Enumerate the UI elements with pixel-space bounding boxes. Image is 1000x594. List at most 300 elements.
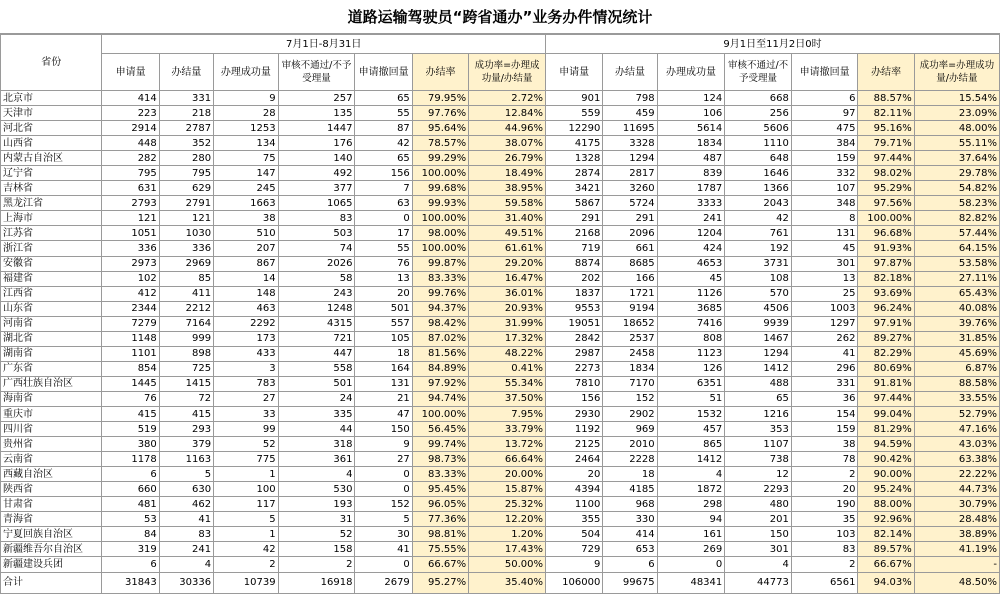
value-cell: 3328 — [603, 136, 657, 151]
value-cell: 223 — [102, 106, 159, 121]
rate-cell: 31.40% — [469, 211, 546, 226]
value-cell: 5 — [214, 512, 279, 527]
table-row — [1, 497, 1000, 512]
value-cell: 519 — [102, 422, 159, 437]
value-cell: 7416 — [657, 316, 725, 331]
col-completion-rate: 办结率 — [412, 54, 468, 91]
value-cell: 193 — [278, 497, 355, 512]
value-cell: 1163 — [159, 452, 213, 467]
rate-cell: 57.44% — [914, 226, 999, 241]
rate-cell: 91.93% — [858, 241, 914, 256]
value-cell: 218 — [159, 106, 213, 121]
value-cell: 11695 — [603, 121, 657, 136]
rate-cell: 15.54% — [914, 91, 999, 106]
province-cell: 青海省 — [1, 512, 102, 527]
value-cell: 660 — [102, 482, 159, 497]
value-cell: 2212 — [159, 301, 213, 316]
province-cell: 河南省 — [1, 316, 102, 331]
value-cell: 10739 — [214, 572, 279, 593]
table-row — [1, 286, 1000, 301]
value-cell: 5606 — [725, 121, 792, 136]
value-cell: 738 — [725, 452, 792, 467]
value-cell: 335 — [278, 406, 355, 421]
value-cell: 2043 — [725, 196, 792, 211]
rate-cell: 23.09% — [914, 106, 999, 121]
rate-cell: 48.50% — [914, 572, 999, 593]
value-cell: 156 — [355, 166, 412, 181]
value-cell: 35 — [791, 512, 858, 527]
value-cell: 8874 — [546, 256, 603, 271]
value-cell: 2293 — [725, 482, 792, 497]
rate-cell: 90.42% — [858, 452, 914, 467]
value-cell: 2914 — [102, 121, 159, 136]
value-cell: 999 — [159, 331, 213, 346]
province-cell: 甘肃省 — [1, 497, 102, 512]
value-cell: 1415 — [159, 376, 213, 391]
value-cell: 5 — [355, 512, 412, 527]
value-cell: 150 — [725, 527, 792, 542]
value-cell: 653 — [603, 542, 657, 557]
col-withdrawn: 申请撤回量 — [355, 54, 412, 91]
value-cell: 2228 — [603, 452, 657, 467]
value-cell: 1663 — [214, 196, 279, 211]
value-cell: 4 — [725, 557, 792, 572]
value-cell: 2458 — [603, 346, 657, 361]
value-cell: 719 — [546, 241, 603, 256]
value-cell: 55 — [355, 106, 412, 121]
rate-cell: 36.01% — [469, 286, 546, 301]
rate-cell: 53.58% — [914, 256, 999, 271]
value-cell: 2 — [791, 557, 858, 572]
province-cell: 辽宁省 — [1, 166, 102, 181]
value-cell: 140 — [278, 151, 355, 166]
value-cell: 1532 — [657, 406, 725, 421]
value-cell: 4 — [657, 467, 725, 482]
province-cell: 宁夏回族自治区 — [1, 527, 102, 542]
table-row — [1, 151, 1000, 166]
value-cell: 433 — [214, 346, 279, 361]
value-cell: 1297 — [791, 316, 858, 331]
value-cell: 0 — [355, 482, 412, 497]
value-cell: 795 — [102, 166, 159, 181]
value-cell: 76 — [102, 391, 159, 406]
value-cell: 257 — [278, 91, 355, 106]
rate-cell: 59.58% — [469, 196, 546, 211]
value-cell: 487 — [657, 151, 725, 166]
value-cell: 459 — [603, 106, 657, 121]
value-cell: 415 — [102, 406, 159, 421]
value-cell: 631 — [102, 181, 159, 196]
rate-cell: 100.00% — [412, 406, 468, 421]
value-cell: 462 — [159, 497, 213, 512]
value-cell: 156 — [546, 391, 603, 406]
value-cell: 1051 — [102, 226, 159, 241]
province-cell: 上海市 — [1, 211, 102, 226]
table-row — [1, 542, 1000, 557]
province-cell: 北京市 — [1, 91, 102, 106]
table-row — [1, 301, 1000, 316]
rate-cell: 22.22% — [914, 467, 999, 482]
rate-cell: 29.20% — [469, 256, 546, 271]
value-cell: 159 — [791, 422, 858, 437]
value-cell: 241 — [657, 211, 725, 226]
rate-cell: 99.29% — [412, 151, 468, 166]
value-cell: 2791 — [159, 196, 213, 211]
province-cell: 海南省 — [1, 391, 102, 406]
value-cell: 42 — [355, 136, 412, 151]
table-row — [1, 346, 1000, 361]
rate-cell: 83.33% — [412, 271, 468, 286]
rate-cell: 50.00% — [469, 557, 546, 572]
value-cell: 148 — [214, 286, 279, 301]
rate-cell: 17.32% — [469, 331, 546, 346]
value-cell: 4185 — [603, 482, 657, 497]
value-cell: 5614 — [657, 121, 725, 136]
value-cell: 28 — [214, 106, 279, 121]
col-completed: 办结量 — [159, 54, 213, 91]
value-cell: 85 — [159, 271, 213, 286]
value-cell: 55 — [355, 241, 412, 256]
rate-cell: 97.76% — [412, 106, 468, 121]
rate-cell: 96.68% — [858, 226, 914, 241]
value-cell: 63 — [355, 196, 412, 211]
col-rejected: 审核不通过/不予受理量 — [278, 54, 355, 91]
rate-cell: 55.11% — [914, 136, 999, 151]
value-cell: 176 — [278, 136, 355, 151]
value-cell: 19051 — [546, 316, 603, 331]
value-cell: 330 — [603, 512, 657, 527]
value-cell: 411 — [159, 286, 213, 301]
table-row — [1, 331, 1000, 346]
rate-cell: 95.27% — [412, 572, 468, 593]
value-cell: 9 — [546, 557, 603, 572]
value-cell: 25 — [791, 286, 858, 301]
table-row — [1, 557, 1000, 572]
value-cell: 1294 — [725, 346, 792, 361]
rate-cell: 41.19% — [914, 542, 999, 557]
value-cell: 207 — [214, 241, 279, 256]
value-cell: 414 — [603, 527, 657, 542]
value-cell: 124 — [657, 91, 725, 106]
rate-cell: 100.00% — [858, 211, 914, 226]
table-row — [1, 316, 1000, 331]
value-cell: 2 — [791, 467, 858, 482]
rate-cell: 38.89% — [914, 527, 999, 542]
value-cell: 839 — [657, 166, 725, 181]
rate-cell: 81.56% — [412, 346, 468, 361]
value-cell: 447 — [278, 346, 355, 361]
value-cell: 384 — [791, 136, 858, 151]
rate-cell: 82.11% — [858, 106, 914, 121]
value-cell: 1787 — [657, 181, 725, 196]
rate-cell: 37.64% — [914, 151, 999, 166]
value-cell: 901 — [546, 91, 603, 106]
value-cell: 4506 — [725, 301, 792, 316]
value-cell: 33 — [214, 406, 279, 421]
rate-cell: 56.45% — [412, 422, 468, 437]
province-cell: 浙江省 — [1, 241, 102, 256]
value-cell: 361 — [278, 452, 355, 467]
value-cell: 41 — [159, 512, 213, 527]
value-cell: 1412 — [725, 361, 792, 376]
rate-cell: 88.58% — [914, 376, 999, 391]
value-cell: 1445 — [102, 376, 159, 391]
value-cell: 1872 — [657, 482, 725, 497]
rate-cell: 33.55% — [914, 391, 999, 406]
value-cell: 898 — [159, 346, 213, 361]
value-cell: 18 — [355, 346, 412, 361]
value-cell: 380 — [102, 437, 159, 452]
col-success-rate: 成功率=办理成功量/办结量 — [469, 54, 546, 91]
value-cell: 31 — [278, 512, 355, 527]
value-cell: 3260 — [603, 181, 657, 196]
province-cell: 贵州省 — [1, 437, 102, 452]
value-cell: 134 — [214, 136, 279, 151]
rate-cell: 44.73% — [914, 482, 999, 497]
value-cell: 2987 — [546, 346, 603, 361]
value-cell: 319 — [102, 542, 159, 557]
value-cell: 52 — [278, 527, 355, 542]
value-cell: 9 — [214, 91, 279, 106]
value-cell: 301 — [725, 542, 792, 557]
value-cell: 256 — [725, 106, 792, 121]
value-cell: 9553 — [546, 301, 603, 316]
value-cell: 6561 — [791, 572, 858, 593]
value-cell: 282 — [102, 151, 159, 166]
value-cell: 83 — [159, 527, 213, 542]
province-header: 省份 — [1, 35, 102, 91]
value-cell: 0 — [355, 467, 412, 482]
value-cell: 192 — [725, 241, 792, 256]
rate-cell: 39.76% — [914, 316, 999, 331]
value-cell: 18652 — [603, 316, 657, 331]
value-cell: 83 — [791, 542, 858, 557]
value-cell: 31843 — [102, 572, 159, 593]
rate-cell: 84.89% — [412, 361, 468, 376]
value-cell: 150 — [355, 422, 412, 437]
col-completion-rate: 办结率 — [858, 54, 914, 91]
rate-cell: 40.08% — [914, 301, 999, 316]
value-cell: 352 — [159, 136, 213, 151]
value-cell: 336 — [159, 241, 213, 256]
value-cell: 510 — [214, 226, 279, 241]
rate-cell: 25.32% — [469, 497, 546, 512]
value-cell: 2125 — [546, 437, 603, 452]
value-cell: 0 — [657, 557, 725, 572]
rate-cell: 31.85% — [914, 331, 999, 346]
value-cell: 152 — [355, 497, 412, 512]
province-cell: 江苏省 — [1, 226, 102, 241]
value-cell: 159 — [791, 151, 858, 166]
value-cell: 53 — [102, 512, 159, 527]
table-row — [1, 391, 1000, 406]
value-cell: 668 — [725, 91, 792, 106]
value-cell: 2793 — [102, 196, 159, 211]
value-cell: 117 — [214, 497, 279, 512]
value-cell: 2096 — [603, 226, 657, 241]
value-cell: 377 — [278, 181, 355, 196]
value-cell: 1837 — [546, 286, 603, 301]
rate-cell: 28.48% — [914, 512, 999, 527]
col-completed: 办结量 — [603, 54, 657, 91]
value-cell: 12290 — [546, 121, 603, 136]
table-row — [1, 226, 1000, 241]
value-cell: 5724 — [603, 196, 657, 211]
value-cell: 9 — [355, 437, 412, 452]
table-row — [1, 512, 1000, 527]
value-cell: 94 — [657, 512, 725, 527]
value-cell: 379 — [159, 437, 213, 452]
province-cell: 黑龙江省 — [1, 196, 102, 211]
value-cell: 74 — [278, 241, 355, 256]
value-cell: 131 — [791, 226, 858, 241]
value-cell: 5867 — [546, 196, 603, 211]
value-cell: 102 — [102, 271, 159, 286]
table-row — [1, 196, 1000, 211]
value-cell: 108 — [725, 271, 792, 286]
rate-cell: 65.43% — [914, 286, 999, 301]
value-cell: 75 — [214, 151, 279, 166]
col-successful: 办理成功量 — [657, 54, 725, 91]
rate-cell: 99.04% — [858, 406, 914, 421]
value-cell: 3333 — [657, 196, 725, 211]
rate-cell: 2.72% — [469, 91, 546, 106]
value-cell: 135 — [278, 106, 355, 121]
value-cell: 336 — [102, 241, 159, 256]
value-cell: 99 — [214, 422, 279, 437]
value-cell: 87 — [355, 121, 412, 136]
rate-cell: 83.33% — [412, 467, 468, 482]
rate-cell: 82.82% — [914, 211, 999, 226]
value-cell: 1030 — [159, 226, 213, 241]
value-cell: 78 — [791, 452, 858, 467]
value-cell: 331 — [791, 376, 858, 391]
value-cell: 38 — [791, 437, 858, 452]
rate-cell: 0.41% — [469, 361, 546, 376]
value-cell: 629 — [159, 181, 213, 196]
value-cell: 1467 — [725, 331, 792, 346]
value-cell: 241 — [159, 542, 213, 557]
rate-cell: 95.64% — [412, 121, 468, 136]
value-cell: 1834 — [603, 361, 657, 376]
rate-cell: 38.07% — [469, 136, 546, 151]
value-cell: 76 — [355, 256, 412, 271]
value-cell: 44773 — [725, 572, 792, 593]
value-cell: 1366 — [725, 181, 792, 196]
value-cell: 424 — [657, 241, 725, 256]
value-cell: 331 — [159, 91, 213, 106]
table-row — [1, 376, 1000, 391]
value-cell: 1834 — [657, 136, 725, 151]
province-cell: 湖南省 — [1, 346, 102, 361]
value-cell: 13 — [791, 271, 858, 286]
value-cell: 1 — [214, 467, 279, 482]
col-withdrawn: 申请撤回量 — [791, 54, 858, 91]
col-success-rate: 成功率=办理成功量/办结量 — [914, 54, 999, 91]
period2-header: 9月1日至11月2日0时 — [546, 35, 1000, 54]
value-cell: 721 — [278, 331, 355, 346]
rate-cell: 75.55% — [412, 542, 468, 557]
value-cell: 30 — [355, 527, 412, 542]
rate-cell: 20.93% — [469, 301, 546, 316]
page-title: 道路运输驾驶员“跨省通办”业务办件情况统计 — [0, 0, 1000, 34]
value-cell: 457 — [657, 422, 725, 437]
value-cell: 729 — [546, 542, 603, 557]
value-cell: 7279 — [102, 316, 159, 331]
value-cell: 16918 — [278, 572, 355, 593]
value-cell: 1178 — [102, 452, 159, 467]
value-cell: 103 — [791, 527, 858, 542]
rate-cell: 99.76% — [412, 286, 468, 301]
value-cell: 45 — [657, 271, 725, 286]
rate-cell: 81.29% — [858, 422, 914, 437]
rate-cell: 97.44% — [858, 391, 914, 406]
province-cell: 四川省 — [1, 422, 102, 437]
rate-cell: 18.49% — [469, 166, 546, 181]
province-cell: 安徽省 — [1, 256, 102, 271]
value-cell: 1101 — [102, 346, 159, 361]
value-cell: 65 — [355, 151, 412, 166]
value-cell: 1294 — [603, 151, 657, 166]
value-cell: 2817 — [603, 166, 657, 181]
value-cell: 9939 — [725, 316, 792, 331]
value-cell: 13 — [355, 271, 412, 286]
rate-cell: 17.43% — [469, 542, 546, 557]
col-rejected: 审核不通过/不予受理量 — [725, 54, 792, 91]
value-cell: 854 — [102, 361, 159, 376]
rate-cell: 82.18% — [858, 271, 914, 286]
value-cell: 7164 — [159, 316, 213, 331]
value-cell: 84 — [102, 527, 159, 542]
value-cell: 9194 — [603, 301, 657, 316]
rate-cell: 100.00% — [412, 211, 468, 226]
province-cell: 江西省 — [1, 286, 102, 301]
value-cell: 2842 — [546, 331, 603, 346]
rate-cell: 82.29% — [858, 346, 914, 361]
value-cell: 412 — [102, 286, 159, 301]
value-cell: 481 — [102, 497, 159, 512]
value-cell: 1110 — [725, 136, 792, 151]
rate-cell: 15.87% — [469, 482, 546, 497]
value-cell: 6351 — [657, 376, 725, 391]
value-cell: 865 — [657, 437, 725, 452]
value-cell: 107 — [791, 181, 858, 196]
value-cell: 968 — [603, 497, 657, 512]
value-cell: 20 — [791, 482, 858, 497]
province-cell: 云南省 — [1, 452, 102, 467]
province-cell: 湖北省 — [1, 331, 102, 346]
value-cell: 570 — [725, 286, 792, 301]
value-cell: 280 — [159, 151, 213, 166]
value-cell: 121 — [159, 211, 213, 226]
value-cell: 1248 — [278, 301, 355, 316]
value-cell: 1003 — [791, 301, 858, 316]
province-cell: 吉林省 — [1, 181, 102, 196]
value-cell: 99675 — [603, 572, 657, 593]
value-cell: 21 — [355, 391, 412, 406]
value-cell: 7 — [355, 181, 412, 196]
value-cell: 4175 — [546, 136, 603, 151]
value-cell: 0 — [355, 211, 412, 226]
value-cell: 2344 — [102, 301, 159, 316]
table-row — [1, 121, 1000, 136]
value-cell: 24 — [278, 391, 355, 406]
value-cell: 65 — [355, 91, 412, 106]
value-cell: 1646 — [725, 166, 792, 181]
value-cell: 463 — [214, 301, 279, 316]
value-cell: 488 — [725, 376, 792, 391]
value-cell: 72 — [159, 391, 213, 406]
